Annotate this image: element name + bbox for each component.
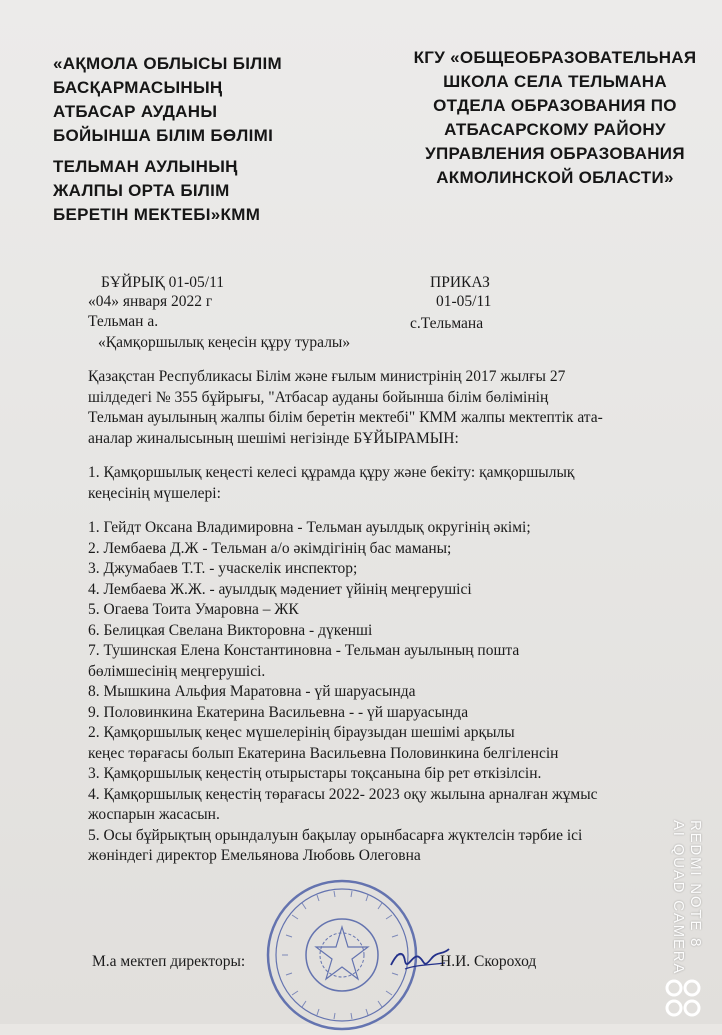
member-line: 9. Половинкина Екатерина Васильевна - - үй шаруасында	[88, 703, 469, 721]
quad-camera-icon	[654, 972, 710, 1028]
member-line: 2. Лембаева Д.Ж - Тельман а/о әкімдігінің бас маманы;	[88, 539, 452, 557]
member-line: 5. Огаева Тоита Умаровна – ЖК	[88, 601, 299, 618]
header-line: ЖАЛПЫ ОРТА БІЛІМ	[53, 181, 230, 200]
camera-watermark	[670, 820, 704, 975]
header-line: АКМОЛИНСКОЙ ОБЛАСТИ»	[436, 168, 674, 187]
signature-role: М.а мектеп директоры:	[92, 953, 246, 970]
order-title-kz: БҰЙРЫҚ 01-05/11	[101, 274, 225, 291]
preamble-line: аналар жиналысының шешімі негізінде БҰЙЫРАМЫН:	[88, 429, 459, 447]
order-subject: «Қамқоршылық кеңесін құру туралы»	[98, 334, 351, 351]
header-line: ТЕЛЬМАН АУЛЫНЫҢ	[53, 157, 238, 176]
member-line: 1. Гейдт Оксана Владимировна - Тельман ауылдық округінің әкімі;	[88, 519, 531, 536]
clause-line: 1. Қамқоршылық кеңесті келесі құрамда құру және бекіту: қамқоршылық	[88, 464, 575, 481]
header-right-organization	[405, 46, 705, 190]
preamble-line: шілдедегі № 355 бұйрығы, "Атбасар ауданы бойынша білім бөлімінің	[88, 388, 549, 406]
header-left-organization	[53, 52, 282, 148]
order-date: «04» января 2022 г	[88, 293, 213, 310]
watermark-camera: AI QUAD CAMERA	[670, 820, 687, 976]
header-line: ОТДЕЛА ОБРАЗОВАНИЯ ПО	[433, 96, 677, 115]
header-line: БЕРЕТІН МЕКТЕБІ»КММ	[53, 205, 261, 224]
watermark-model: REDMI NOTE 8	[687, 820, 704, 949]
order-place-ru: с.Тельмана	[410, 315, 484, 332]
member-line: 8. Мышкина Альфия Маратовна - үй шаруасында	[88, 683, 416, 700]
clause-line: 2. Қамқоршылық кеңес мүшелерінің біраузыдан шешімі арқылы	[88, 724, 515, 741]
clause-line: кеңесінің мүшелері:	[88, 484, 221, 502]
clause-line: кеңес төрағасы болып Екатерина Васильевна Половинкина белгіленсін	[88, 744, 559, 762]
member-line: 4. Лембаева Ж.Ж. - ауылдық мәдениет үйінің меңгерушісі	[88, 580, 472, 598]
clause-line: жоспарын жасасын.	[88, 806, 220, 823]
order-body	[88, 367, 708, 867]
header-line: АТБАСАР АУДАНЫ	[53, 102, 218, 121]
clause-line: жөніндегі директор Емельянова Любовь Олеговна	[88, 847, 421, 864]
preamble-line: Қазақстан Республикасы Білім және ғылым министрінің 2017 жылғы 27	[88, 368, 566, 385]
member-line: 3. Джумабаев Т.Т. - учаскелік инспектор;	[88, 560, 358, 577]
signature-name: Н.И. Скороход	[440, 953, 537, 970]
member-line: бөлімшесінің меңгерушісі.	[88, 662, 266, 680]
order-title-ru: ПРИКАЗ	[430, 274, 490, 291]
clause-line: 5. Осы бұйрықтың орындалуын бақылау орынбасарға жүктелсін тәрбие ісі	[88, 826, 583, 844]
header-line: БАСҚАРМАСЫНЫҢ	[53, 78, 223, 97]
header-line: УПРАВЛЕНИЯ ОБРАЗОВАНИЯ	[425, 144, 685, 163]
header-left-school	[53, 155, 260, 227]
clause-line: 3. Қамқоршылық кеңестің отырыстары тоқсанына бір рет өткізілсін.	[88, 765, 542, 782]
header-line: ШКОЛА СЕЛА ТЕЛЬМАНА	[443, 72, 667, 91]
header-line: АТБАСАРСКОМУ РАЙОНУ	[444, 120, 666, 139]
header-line: КГУ «ОБЩЕОБРАЗОВАТЕЛЬНАЯ	[413, 48, 697, 67]
clause-line: 4. Қамқоршылық кеңестің төрағасы 2022- 2023 оқу жылына арналған жұмыс	[88, 785, 598, 803]
header-line: «АҚМОЛА ОБЛЫСЫ БІЛІМ	[53, 54, 282, 73]
member-line: 6. Белицкая Свелана Викторовна - дүкенші	[88, 621, 373, 639]
preamble-line: Тельман ауылының жалпы білім беретін мектебі" КММ жалпы мектептік ата-	[88, 409, 603, 426]
member-line: 7. Тушинская Елена Константиновна - Тельман ауылының пошта	[88, 642, 520, 659]
order-number-ru: 01-05/11	[436, 293, 492, 310]
order-place-kz: Тельман а.	[88, 313, 159, 330]
header-line: БОЙЫНША БІЛІМ БӨЛІМІ	[53, 126, 274, 145]
